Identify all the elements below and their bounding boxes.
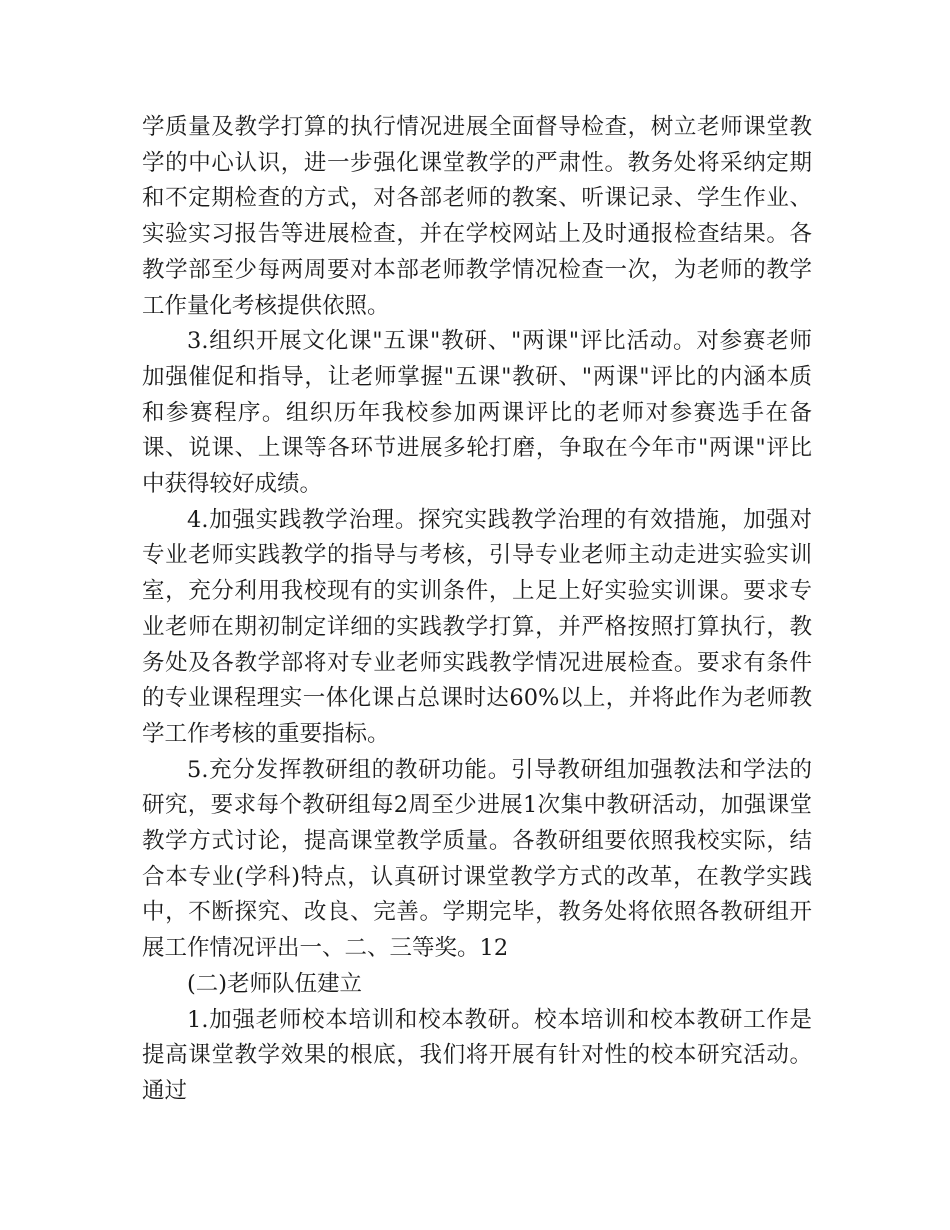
paragraph-1: 3.组织开展文化课"五课"教研、"两课"评比活动。对参赛老师加强催促和指导，让老师掌握"五课"教研、"两课"评比的内涵本质和参赛程序。组织历年我校参加两课评比的老师对参赛选手在备课、说课、上课等各环节进展多轮打磨，争取在今年市"两课"评比中获得较好成绩。 — [142, 328, 812, 498]
paragraph-5: 1.加强老师校本培训和校本教研。校本培训和校本教研工作是提高课堂教学效果的根底，我们将开展有针对性的校本研究活动。通过 — [142, 1006, 812, 1104]
paragraph-2: 4.加强实践教学治理。探究实践教学治理的有效措施，加强对专业老师实践教学的指导与考核，引导专业老师主动走进实验实训室，充分利用我校现有的实训条件，上足上好实验实训课。要求专业老师在期初制定详细的实践教学打算，并严格按照打算执行，教务处及各教学部将对专业老师实践教学情况进展检查。要求有条件的专业课程理实一体化课占总课时达60%以上，并将此作为老师教学工作考核的重要指标。 — [142, 506, 812, 747]
section-heading: (二)老师队伍建立 — [187, 970, 363, 997]
paragraph-3: 5.充分发挥教研组的教研功能。引导教研组加强教法和学法的研究，要求每个教研组每2周至少进展1次集中教研活动，加强课堂教学方式讨论，提高课堂教学质量。各教研组要依照我校实际，结合本专业(学科)特点，认真研讨课堂教学方式的改革，在教学实践中，不断探究、改良、完善。学期完毕，教务处将依照各教研组开展工作情况评出一、二、三等奖。12 — [142, 756, 812, 962]
document-body — [142, 110, 812, 1110]
paragraph-0: 学质量及教学打算的执行情况进展全面督导检查，树立老师课堂教学的中心认识，进一步强化课堂教学的严肃性。教务处将采纳定期和不定期检查的方式，对各部老师的教案、听课记录、学生作业、实验实习报告等进展检查，并在学校网站上及时通报检查结果。各教学部至少每两周要对本部老师教学情况检查一次，为老师的教学工作量化考核提供依照。 — [142, 114, 812, 319]
